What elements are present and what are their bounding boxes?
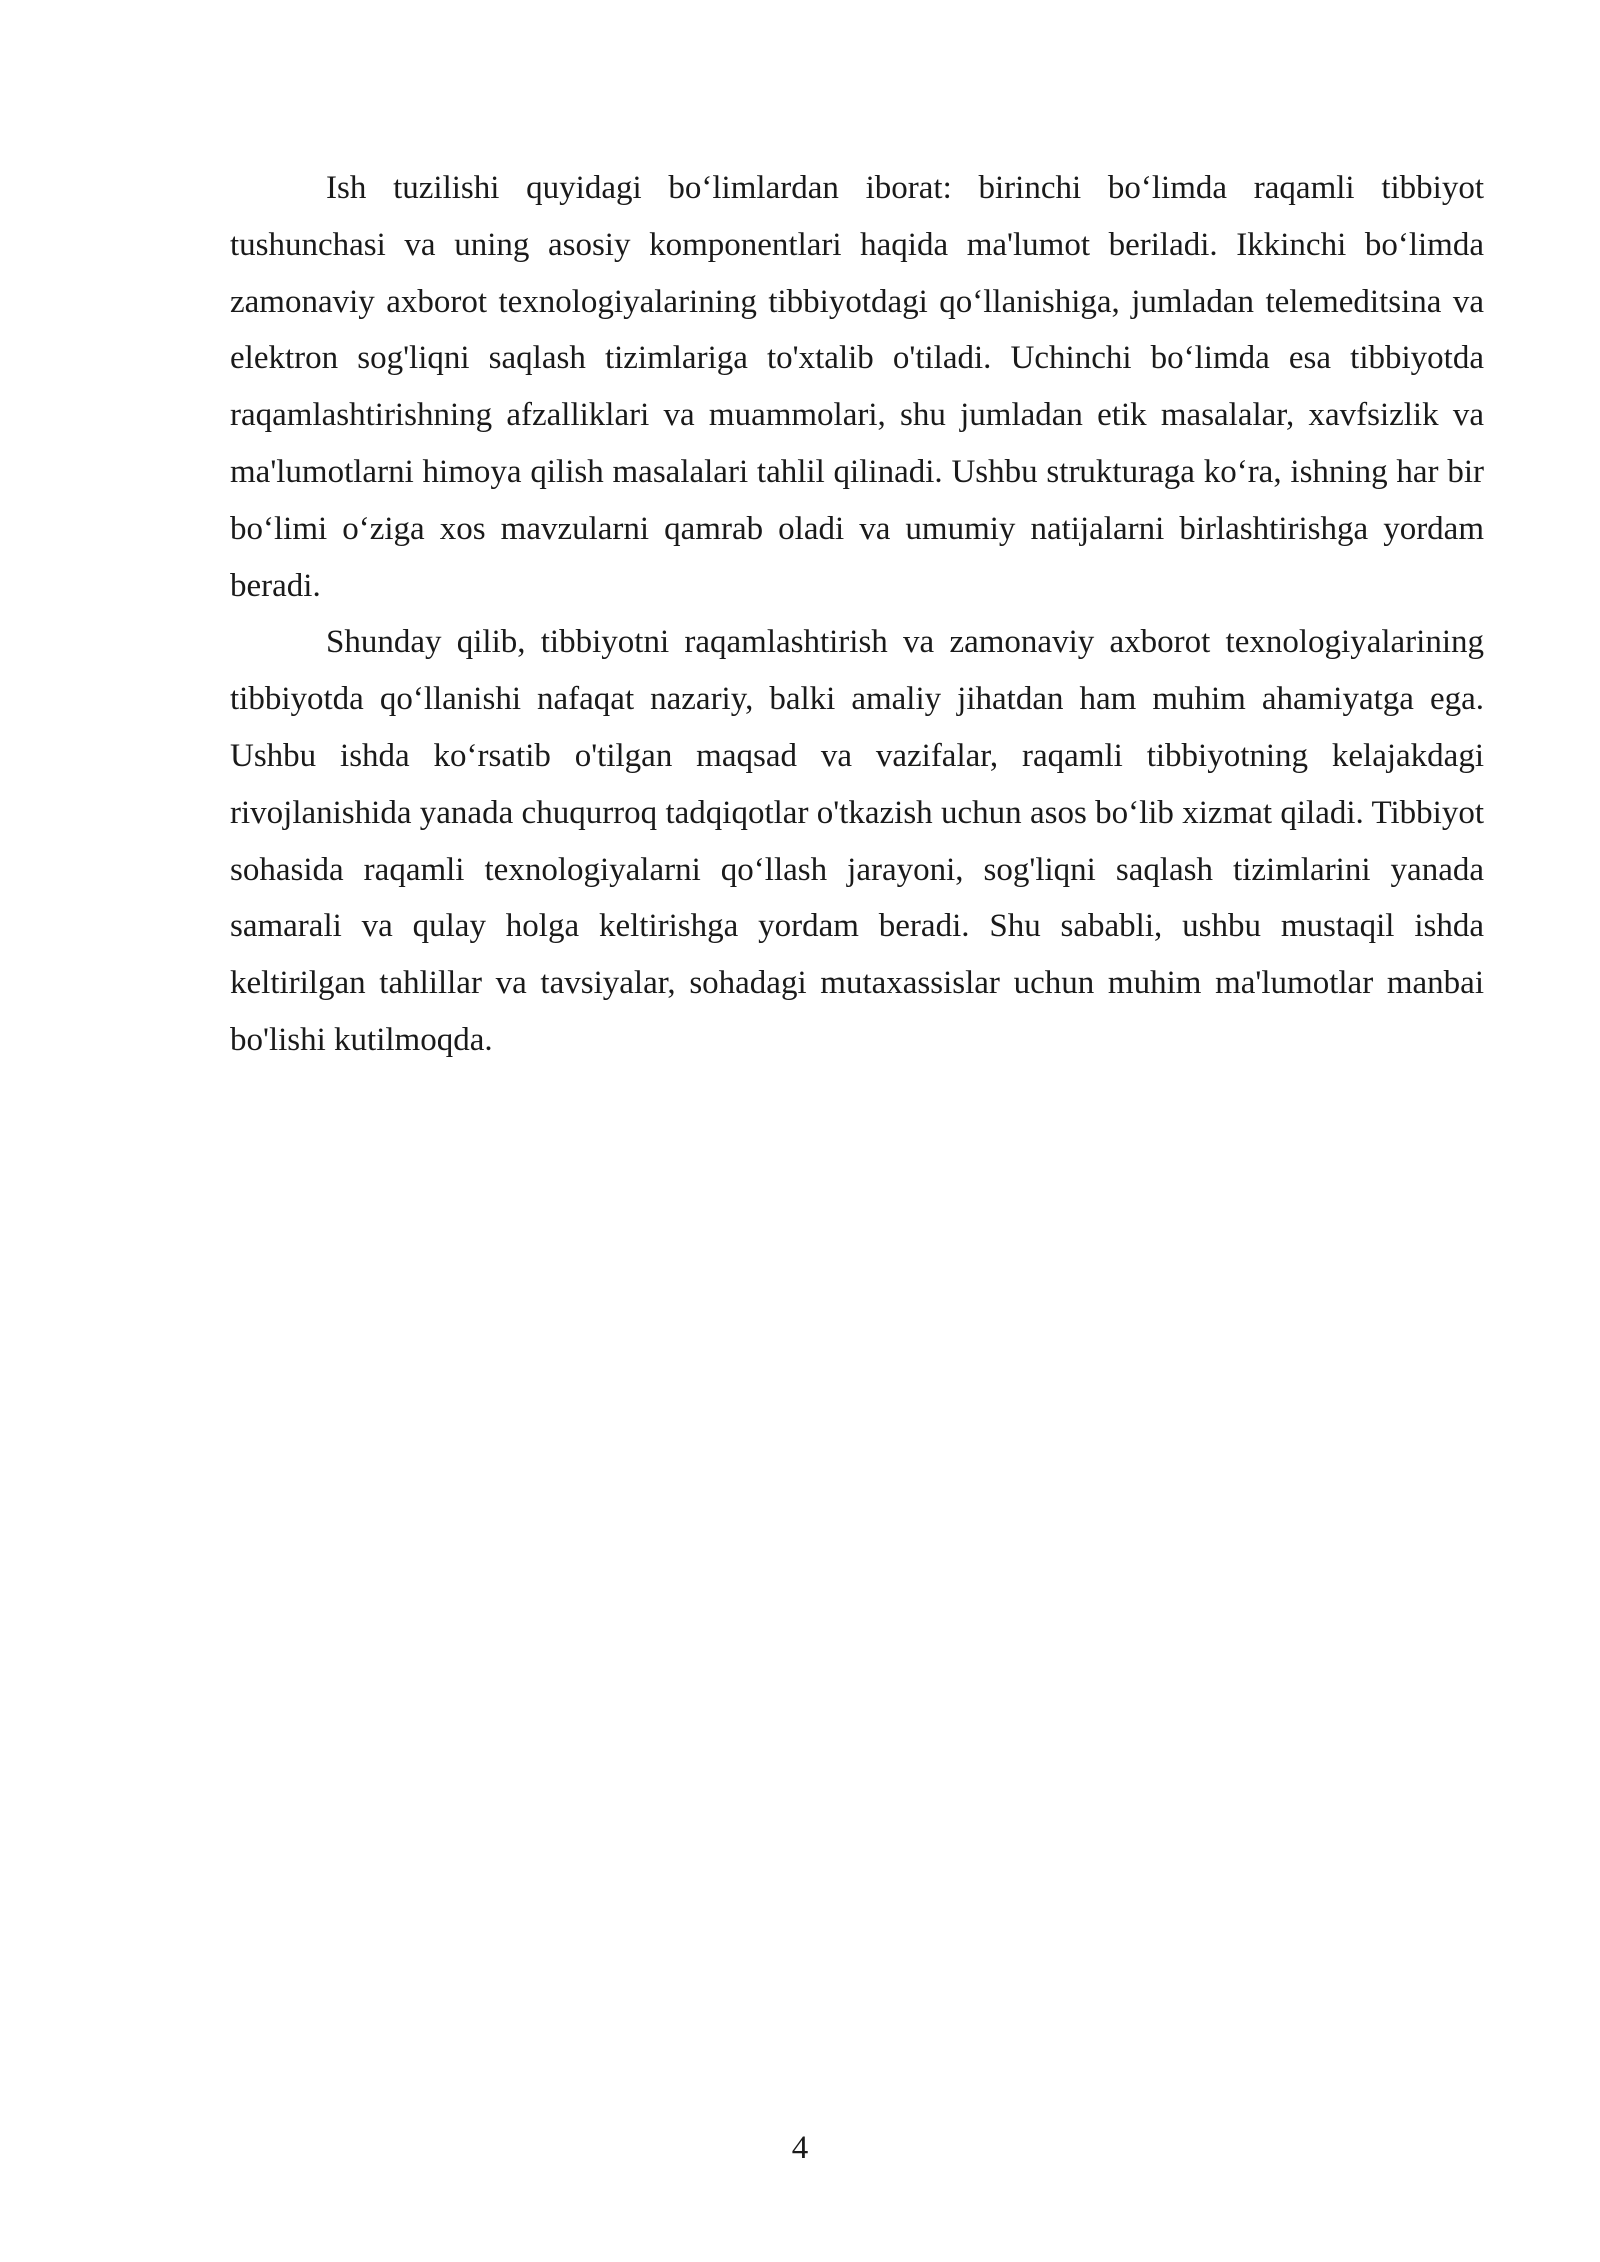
paragraph-conclusion: Shunday qilib, tibbiyotni raqamlashtirish va zamonaviy axborot texnologiyalarining tibbiyotda qo‘llanishi nafaqat nazariy, balki amaliy jihatdan ham muhim ahamiyatga ega. Ushbu ishda ko‘rsatib o'tilgan maqsad va vazifalar, raqamli tibbiyotning kelajakdagi rivojlanishida yanada chuqurroq tadqiqotlar o'tkazish uchun asos bo‘lib xizmat qiladi. Tibbiyot sohasida raqamli texnologiyalarni qo‘llash jarayoni, sog'liqni saqlash tizimlarini yanada samarali va qulay holga keltirishga yordam beradi. Shu sababli, ushbu mustaqil ishda keltirilgan tahlillar va tavsiyalar, sohadagi mutaxassislar uchun muhim ma'lumotlar manbai bo'lishi kutilmoqda.: [230, 624, 1484, 1058]
page-number: 4: [791, 2130, 809, 2166]
document-body: [230, 160, 1484, 1069]
paragraph-structure-overview: Ish tuzilishi quyidagi bo‘limlardan iborat: birinchi bo‘limda raqamli tibbiyot tushunchasi va uning asosiy komponentlari haqida ma'lumot beriladi. Ikkinchi bo‘limda zamonaviy axborot texnologiyalarining tibbiyotdagi qo‘llanishiga, jumladan telemeditsina va elektron sog'liqni saqlash tizimlariga to'xtalib o'tiladi. Uchinchi bo‘limda esa tibbiyotda raqamlashtirishning afzalliklari va muammolari, shu jumladan etik masalalar, xavfsizlik va ma'lumotlarni himoya qilish masalalari tahlil qilinadi. Ushbu strukturaga ko‘ra, ishning har bir bo‘limi o‘ziga xos mavzularni qamrab oladi va umumiy natijalarni birlashtirishga yordam beradi.: [230, 170, 1484, 604]
